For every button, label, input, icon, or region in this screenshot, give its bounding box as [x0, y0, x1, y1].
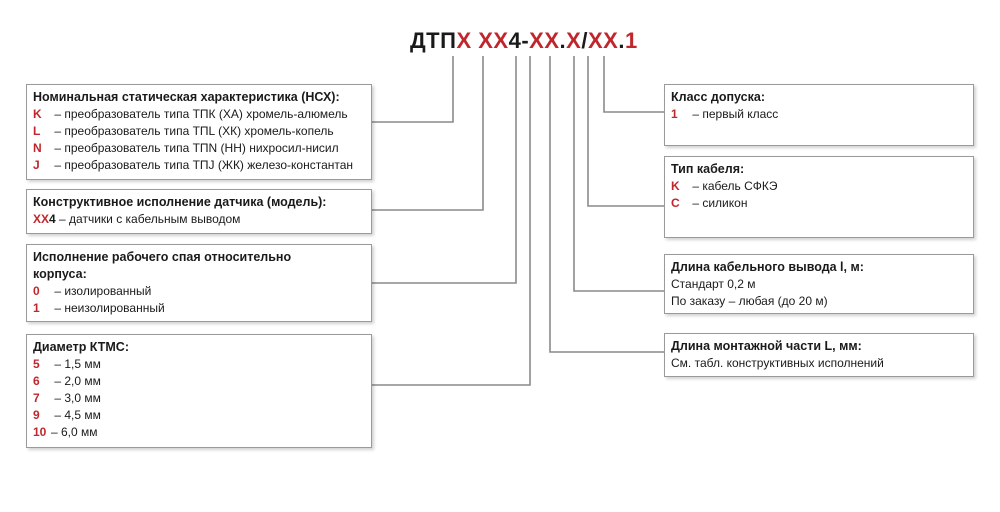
- title-part-cable-type: XX: [587, 28, 619, 53]
- diameter-code: 5: [33, 357, 40, 371]
- diameter-text: – 6,0 мм: [51, 425, 98, 439]
- title-part-model: XX: [478, 28, 509, 53]
- title-part-tolerance: 1: [624, 28, 638, 53]
- nsx-box: [26, 84, 372, 180]
- mount-length-line: См. табл. конструктивных исполнений: [671, 356, 884, 370]
- title-part-cable-length: X: [566, 28, 582, 53]
- mount-length-box: [664, 333, 974, 377]
- nsx-text: – преобразователь типа ТПК (ХА) хромель-алюмель: [54, 107, 348, 121]
- diameter-code: 6: [33, 374, 40, 388]
- cable-length-header: Длина кабельного вывода l, м:: [671, 260, 864, 274]
- diameter-item: [33, 373, 365, 390]
- junction-item: [33, 283, 365, 300]
- diameter-box: [26, 334, 372, 448]
- diameter-code: 9: [33, 408, 40, 422]
- cable-type-item: [671, 195, 967, 212]
- model-code: XX: [33, 212, 50, 226]
- cable-type-item: [671, 178, 967, 195]
- title-part-dot1: .: [559, 28, 567, 53]
- diameter-text: – 3,0 мм: [54, 391, 101, 405]
- junction-box: [26, 244, 372, 322]
- model-header: Конструктивное исполнение датчика (модель):: [33, 195, 327, 209]
- nsx-item: [33, 123, 365, 140]
- model-code-suffix: 4: [49, 212, 56, 226]
- nsx-item: [33, 140, 365, 157]
- diameter-code: 10: [33, 425, 47, 439]
- connector-diameter: [372, 56, 530, 385]
- nsx-header: Номинальная статическая характеристика (НСХ):: [33, 90, 340, 104]
- cable-length-line: Стандарт 0,2 м: [671, 277, 756, 291]
- diameter-item: [33, 424, 365, 441]
- cable-type-header: Тип кабеля:: [671, 162, 745, 176]
- cable-type-text: – кабель СФКЭ: [692, 179, 778, 193]
- title-part-model-suffix: 4-: [508, 28, 530, 53]
- model-item: [33, 211, 365, 228]
- diameter-header: Диаметр КТМС:: [33, 340, 129, 354]
- diameter-item: [33, 407, 365, 424]
- cable-type-code: K: [671, 179, 680, 193]
- nsx-item: [33, 157, 365, 174]
- junction-code: 0: [33, 284, 40, 298]
- nsx-item: [33, 106, 365, 123]
- title-part-nsx: X: [456, 28, 472, 53]
- tolerance-header: Класс допуска:: [671, 90, 765, 104]
- junction-header: Исполнение рабочего спая относительно корпуса:: [33, 250, 292, 281]
- product-code-title: [410, 28, 638, 56]
- connector-cable-type: [588, 56, 664, 206]
- cable-length-box: [664, 254, 974, 314]
- model-text: – датчики с кабельным выводом: [59, 212, 241, 226]
- nsx-code: J: [33, 158, 40, 172]
- nsx-text: – преобразователь типа ТПL (ХК) хромель-копель: [54, 124, 334, 138]
- connector-model: [372, 56, 483, 210]
- junction-item: [33, 300, 365, 317]
- junction-text: – изолированный: [54, 284, 152, 298]
- diameter-text: – 2,0 мм: [54, 374, 101, 388]
- model-box: [26, 189, 372, 234]
- tolerance-code: 1: [671, 107, 678, 121]
- diameter-text: – 1,5 мм: [54, 357, 101, 371]
- junction-code: 1: [33, 301, 40, 315]
- cable-length-line: По заказу – любая (до 20 м): [671, 294, 828, 308]
- nsx-code: N: [33, 141, 42, 155]
- connector-mount-length: [550, 56, 664, 352]
- tolerance-box: [664, 84, 974, 146]
- title-prefix: ДТП: [410, 28, 457, 53]
- cable-type-box: [664, 156, 974, 238]
- junction-text: – неизолированный: [54, 301, 165, 315]
- diameter-item: [33, 356, 365, 373]
- cable-type-code: C: [671, 196, 680, 210]
- nsx-text: – преобразователь типа ТПN (НН) нихросил-нисил: [54, 141, 339, 155]
- diameter-item: [33, 390, 365, 407]
- cable-type-text: – силикон: [692, 196, 748, 210]
- diameter-code: 7: [33, 391, 40, 405]
- title-part-slash: /: [581, 28, 588, 53]
- tolerance-text: – первый класс: [692, 107, 779, 121]
- connector-tolerance: [604, 56, 664, 112]
- diameter-text: – 4,5 мм: [54, 408, 101, 422]
- mount-length-header: Длина монтажной части L, мм:: [671, 339, 862, 353]
- tolerance-item: [671, 106, 967, 123]
- title-part-junction-diameter: XX: [529, 28, 560, 53]
- nsx-code: L: [33, 124, 41, 138]
- connector-nsx: [372, 56, 453, 122]
- nsx-text: – преобразователь типа ТПJ (ЖК) железо-константан: [54, 158, 354, 172]
- title-part-dot2: .: [618, 28, 625, 53]
- nsx-code: K: [33, 107, 42, 121]
- connector-junction: [372, 56, 516, 283]
